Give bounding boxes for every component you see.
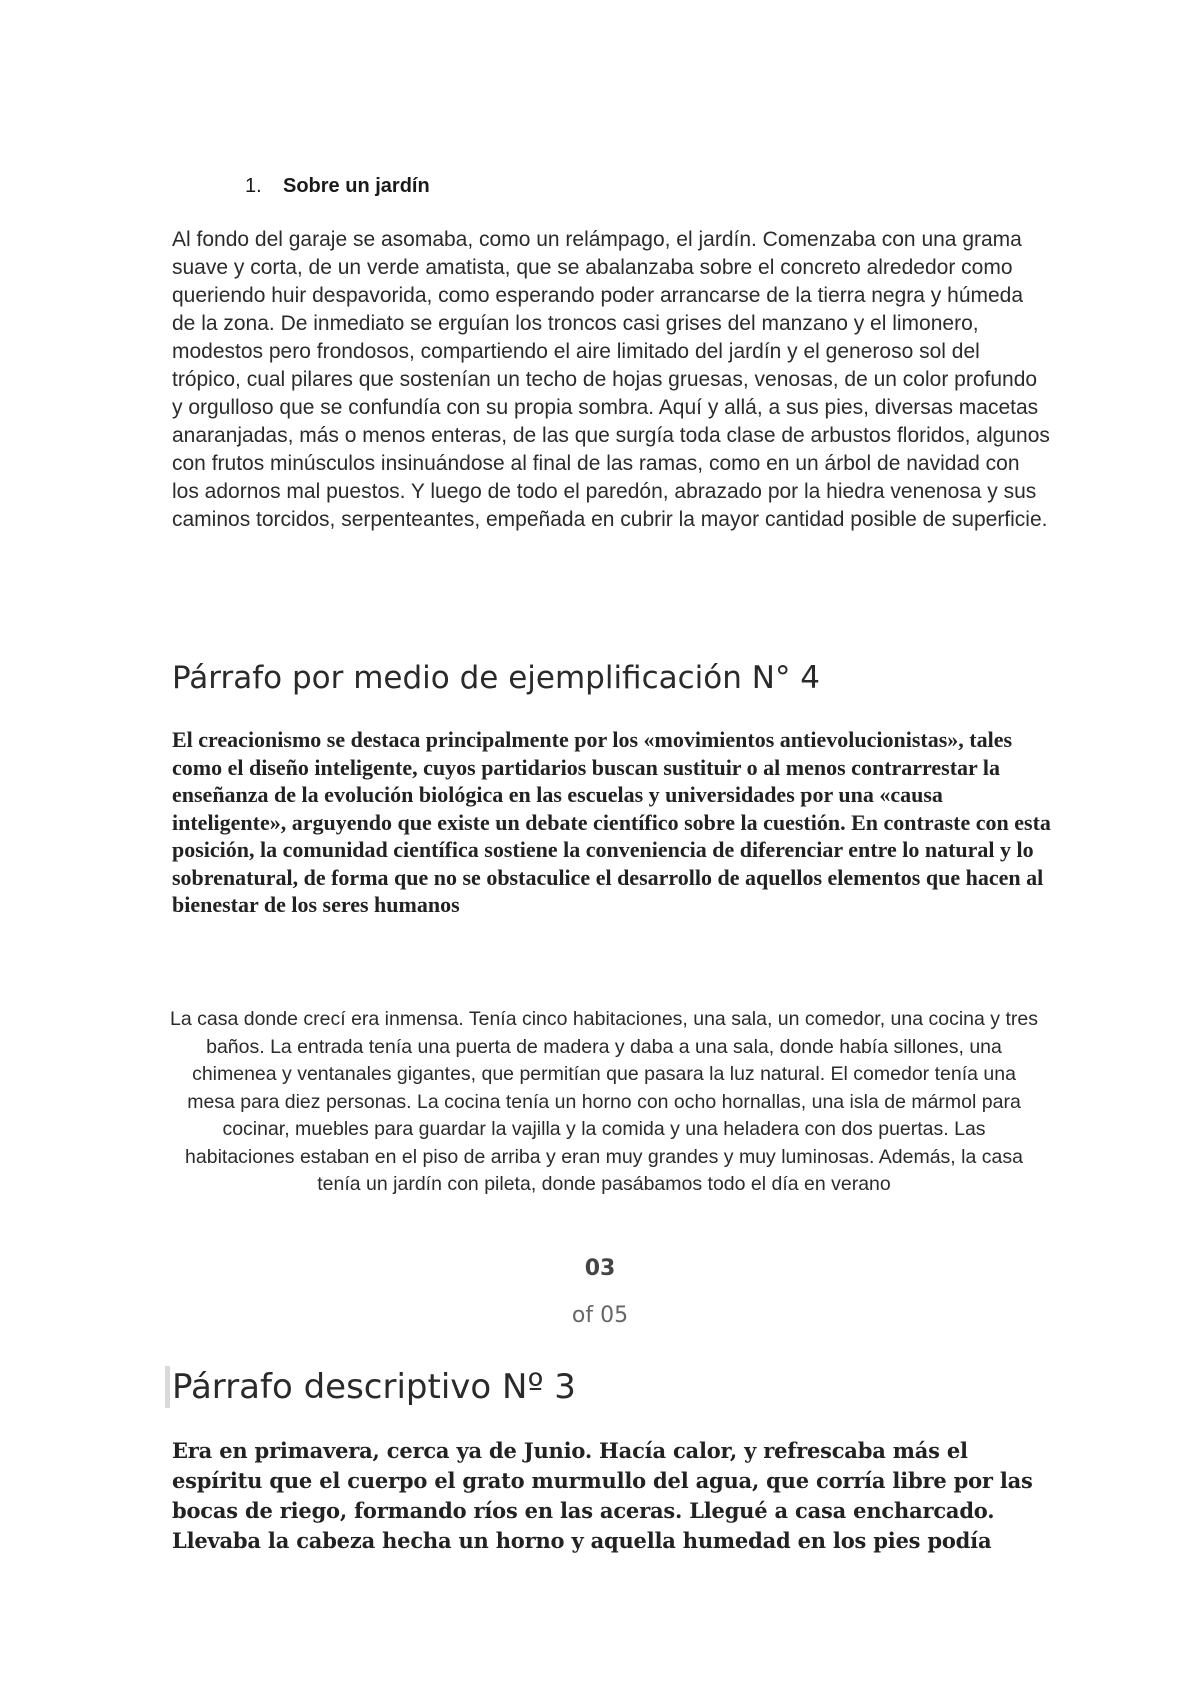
paragraph-primavera: Era en primavera, cerca ya de Junio. Hacía calor, y refrescaba más el espíritu que el cuerpo el grato murmullo del agua, que corría libre por las bocas de riego, formando ríos en las aceras. Llegué a casa encharcado. Llevaba la cabeza hecha un horno y aquella humedad en los pies podía [172,1438,1033,1553]
paragraph-casa: La casa donde crecí era inmensa. Tenía cinco habitaciones, una sala, un comedor, una cocina y tres baños. La entrada tenía una puerta de madera y daba a una sala, donde había sillones, una chimenea y ventanales gigantes, que permitían que pasara la luz natural. El comedor tenía una mesa para diez personas. La cocina tenía un horno con ocho hornallas, una isla de mármol para cocinar, muebles para guardar la vajilla y la comida y una heladera con dos puertas. Las habitaciones estaban en el piso de arriba y eran muy grandes y muy luminosas. Además, la casa tenía un jardín con pileta, donde pasábamos todo el día en verano [170,1008,1038,1195]
paragraph-creacionismo: El creacionismo se destaca principalmente por los «movimientos antievolucionistas», tales como el diseño inteligente, cuyos partidarios buscan sustituir o al menos contrarrestar la enseñanza de la evolución biológica en las escuelas y universidades por una «causa inteligente», arguyendo que existe un debate científico sobre la cuestión. En contraste con esta posición, la comunidad científica sostiene la conveniencia de diferenciar entre lo natural y lo sobrenatural, de forma que no se obstaculice el desarrollo de aquellos elementos que hacen al bienestar de los seres humanos [172,727,1051,917]
section-title: Sobre un jardín [283,175,430,197]
list-heading [245,172,430,200]
text-cursor-marker [165,1366,170,1408]
paragraph-jardin: Al fondo del garaje se asomaba, como un relámpago, el jardín. Comenzaba con una grama suave y corta, de un verde amatista, que se abalanzaba sobre el concreto alrededor como queriendo huir despavorida, como esperando poder arrancarse de la tierra negra y húmeda de la zona. De inmediato se erguían los troncos casi grises del manzano y el limonero, modestos pero frondosos, compartiendo el aire limitado del jardín y el generoso sol del trópico, cual pilares que sostenían un techo de hojas gruesas, venosas, de un color profundo y orgulloso que se confundía con su propia sombra. Aquí y allá, a sus pies, diversas macetas anaranjadas, más o menos enteras, de las que surgía toda clase de arbustos floridos, algunos con frutos minúsculos insinuándose al final de las ramas, como en un árbol de navidad con los adornos mal puestos. Y luego de todo el paredón, abrazado por la hiedra venenosa y sus caminos torcidos, serpenteantes, empeñada en cubrir la mayor cantidad posible de superficie. [172,228,1050,531]
page-total-count: of 05 [571,1303,629,1328]
page-current-number: 03 [584,1256,616,1281]
heading-descriptivo: Párrafo descriptivo Nº 3 [172,1367,576,1407]
heading-ejemplificacion: Párrafo por medio de ejemplificación N° 4 [172,660,821,696]
list-number: 1. [245,175,262,197]
